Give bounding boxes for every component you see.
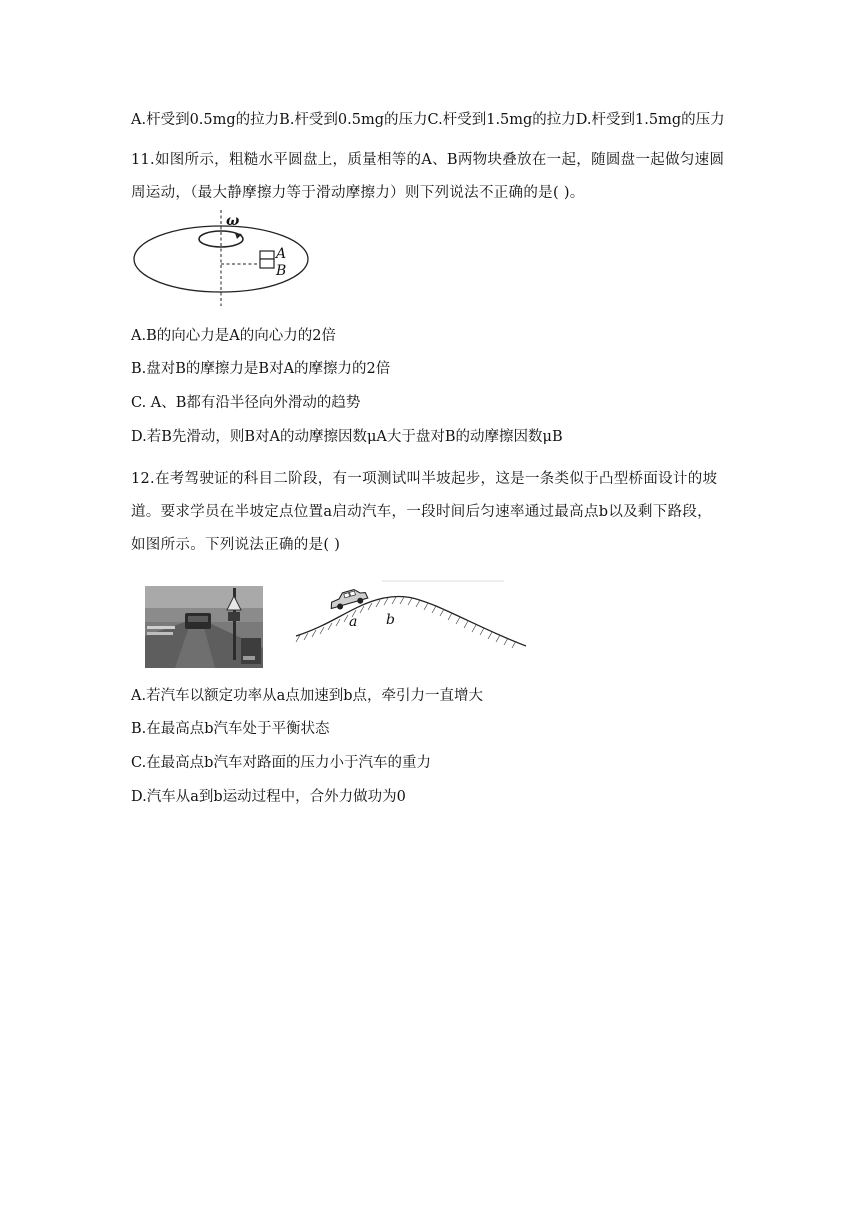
- q11-disk-figure: [131, 208, 316, 308]
- q11-option-a: A.B的向心力是A的向心力的2倍: [131, 328, 336, 344]
- q12-option-c: C.在最高点b汽车对路面的压力小于汽车的重力: [131, 755, 431, 771]
- label-a: a: [349, 614, 358, 630]
- block-b: [260, 259, 274, 268]
- q12-option-d: D.汽车从a到b运动过程中，合外力做功为0: [131, 789, 406, 805]
- q11-stem-line2: 周运动，（最大静摩擦力等于滑动摩擦力）则下列说法不正确的是( )。: [131, 185, 585, 201]
- q11-option-d: D.若B先滑动，则B对A的动摩擦因数μA大于盘对B的动摩擦因数μB: [131, 429, 563, 445]
- label-a: A: [276, 246, 287, 262]
- label-b: b: [386, 612, 395, 628]
- q11-option-c: C. A、B都有沿半径向外滑动的趋势: [131, 395, 361, 411]
- slope-photo: [145, 586, 263, 668]
- q12-option-a: A.若汽车以额定功率从a点加速到b点，牵引力一直增大: [131, 688, 484, 704]
- label-b: B: [276, 263, 287, 279]
- block-a: [260, 251, 274, 259]
- q10-options: A.杆受到0.5mg的拉力B.杆受到0.5mg的压力C.杆受到1.5mg的拉力D.杆受到1.5mg的压力: [131, 112, 725, 128]
- omega-label: ω: [226, 213, 240, 229]
- q11-option-b: B.盘对B的摩擦力是B对A的摩擦力的2倍: [131, 361, 391, 377]
- q12-stem-line3: 如图所示。下列说法正确的是( ): [131, 537, 341, 553]
- q11-stem-line1: 11.如图所示，粗糙水平圆盘上，质量相等的A、B两物块叠放在一起，随圆盘一起做匀速圆: [131, 152, 725, 168]
- q12-stem-line1: 12.在考驾驶证的科目二阶段，有一项测试叫半坡起步，这是一条类似于凸型桥面设计的坡: [131, 471, 718, 487]
- q12-option-b: B.在最高点b汽车处于平衡状态: [131, 721, 330, 737]
- hill-figure: [294, 566, 528, 670]
- q12-stem-line2: 道。要求学员在半坡定点位置a启动汽车，一段时间后匀速率通过最高点b以及剩下路段，: [131, 504, 712, 520]
- hill-curve: [296, 596, 526, 646]
